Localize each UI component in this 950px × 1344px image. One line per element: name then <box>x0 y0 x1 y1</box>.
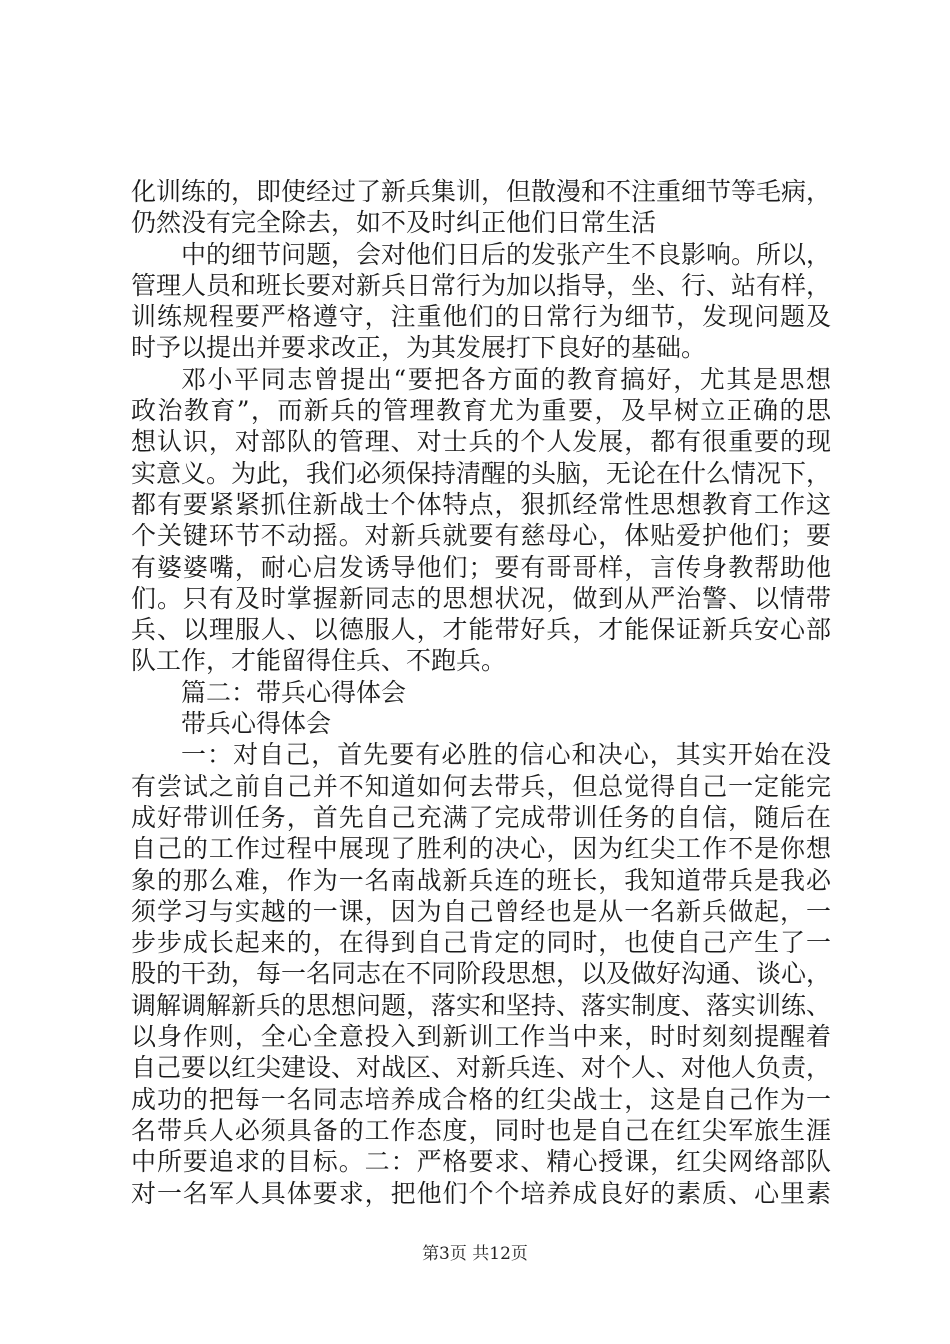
document-body <box>131 176 831 1209</box>
article-title: 带兵心得体会 <box>181 709 332 739</box>
text-line: 政治教育”，而新兵的管理教育尤为重要，及早树立正确的思 <box>131 396 831 426</box>
text-line: 个关键环节不动摇。对新兵就要有慈母心，体贴爱护他们；要 <box>131 521 831 551</box>
text-line: 想认识，对部队的管理、对士兵的个人发展，都有很重要的现 <box>131 427 831 457</box>
text-line: 都有要紧紧抓住新战士个体特点，狠抓经常性思想教育工作这 <box>131 489 831 519</box>
page-number-footer: 第3页 共12页 <box>422 1244 528 1264</box>
text-line: 成好带训任务，首先自己充满了完成带训任务的自信，随后在 <box>131 802 831 832</box>
text-line: 有婆婆嘴，耐心启发诱导他们；要有哥哥样，言传身教帮助他 <box>131 552 831 582</box>
text-line: 邓小平同志曾提出“要把各方面的教育搞好，尤其是思想 <box>181 364 831 394</box>
text-line: 训练规程要严格遵守，注重他们的日常行为细节，发现问题及 <box>131 302 831 332</box>
text-line: 化训练的，即使经过了新兵集训，但散漫和不注重细节等毛病， <box>131 177 832 206</box>
text-line: 兵、以理服人、以德服人，才能带好兵，才能保证新兵安心部 <box>131 615 831 645</box>
text-line: 仍然没有完全除去，如不及时纠正他们日常生活 <box>131 208 657 238</box>
text-line: 名带兵人必须具备的工作态度，同时也是自己在红尖军旅生涯 <box>131 1115 831 1145</box>
text-line: 象的那么难，作为一名南战新兵连的班长，我知道带兵是我必 <box>131 865 831 895</box>
text-line: 中的细节问题，会对他们日后的发张产生不良影响。所以， <box>181 239 832 269</box>
section-heading: 篇二：带兵心得体会 <box>181 677 407 707</box>
text-line: 队工作，才能留得住兵、不跑兵。 <box>131 646 507 676</box>
text-line: 有尝试之前自己并不知道如何去带兵，但总觉得自己一定能完 <box>131 771 831 801</box>
text-line: 一：对自己，首先要有必胜的信心和决心，其实开始在没 <box>181 740 831 770</box>
text-line: 们。只有及时掌握新同志的思想状况，做到从严治警、以情带 <box>131 583 831 613</box>
text-line: 自己要以红尖建设、对战区、对新兵连、对个人、对他人负责， <box>131 1053 832 1083</box>
text-line: 步步成长起来的，在得到自己肯定的同时，也使自己产生了一 <box>131 928 831 958</box>
text-line: 实意义。为此，我们必须保持清醒的头脑，无论在什么情况下， <box>131 458 832 488</box>
text-line: 成功的把每一名同志培养成合格的红尖战士，这是自己作为一 <box>131 1084 831 1114</box>
text-line: 对一名军人具体要求，把他们个个培养成良好的素质、心里素 <box>131 1178 831 1208</box>
text-line: 自己的工作过程中展现了胜利的决心，因为红尖工作不是你想 <box>131 834 831 864</box>
text-line: 调解调解新兵的思想问题，落实和坚持、落实制度、落实训练、 <box>131 990 832 1020</box>
text-line: 须学习与实越的一课，因为自己曾经也是从一名新兵做起，一 <box>131 896 831 926</box>
text-line: 中所要追求的目标。二：严格要求、精心授课，红尖网络部队 <box>131 1147 831 1177</box>
text-line: 时予以提出并要求改正，为其发展打下良好的基础。 <box>131 333 707 363</box>
text-line: 以身作则，全心全意投入到新训工作当中来，时时刻刻提醒着 <box>131 1022 831 1052</box>
text-line: 管理人员和班长要对新兵日常行为加以指导，坐、行、站有样， <box>131 270 832 300</box>
text-line: 股的干劲，每一名同志在不同阶段思想，以及做好沟通、谈心， <box>131 959 832 989</box>
